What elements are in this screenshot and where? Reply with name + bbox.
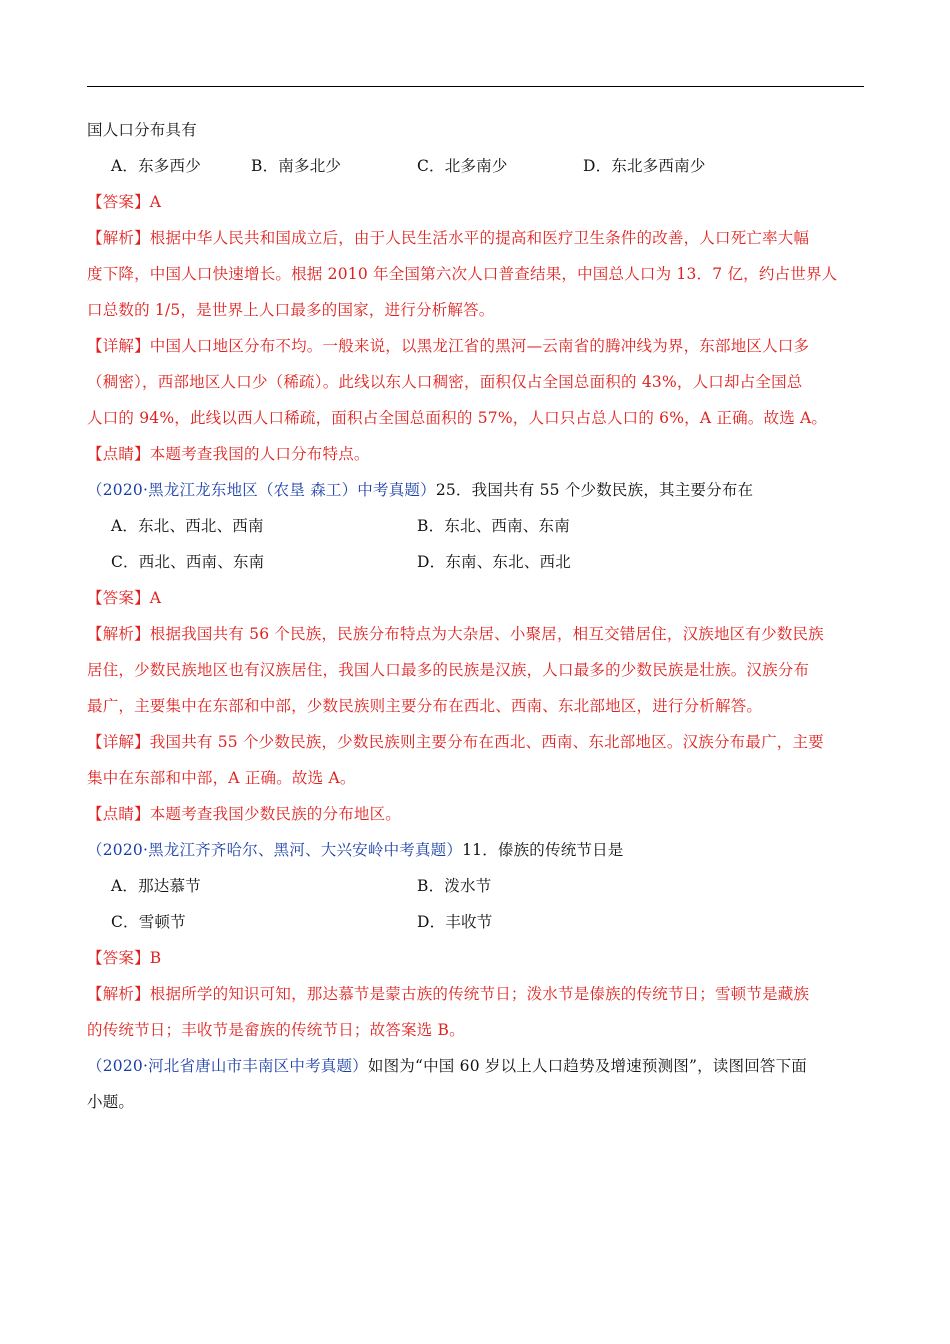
q25-stem: 25．我国共有 55 个少数民族，其主要分布在	[435, 481, 754, 499]
q11-options-row-2	[87, 904, 864, 940]
q11-source: （2020·黑龙江齐齐哈尔、黑河、大兴安岭中考真题）	[87, 841, 463, 859]
next-question-header	[87, 1048, 864, 1084]
q25-option-c: C．西北、西南、东南	[111, 553, 265, 571]
q25-option-a: A．东北、西北、西南	[111, 517, 264, 535]
q24-option-d: D．东北多西南少	[583, 157, 706, 175]
q24-option-b: B．南多北少	[251, 157, 342, 175]
q24-option-a: A．东多西少	[111, 157, 201, 175]
q25-analysis-line: 居住，少数民族地区也有汉族居住，我国人口最多的民族是汉族，人口最多的少数民族是壮族。汉族分布	[87, 661, 810, 679]
q24-detail-line: （稠密），西部地区人口少（稀疏）。此线以东人口稠密，面积仅占全国总面积的 43%，人口却占全国总	[87, 373, 803, 391]
q24-option-c: C．北多南少	[417, 157, 508, 175]
q25-option-d: D．东南、东北、西北	[417, 553, 571, 571]
q11-answer: 【答案】B	[87, 949, 162, 967]
q24-stem-tail: 国人口分布具有	[87, 121, 197, 139]
q24-answer: 【答案】A	[87, 193, 162, 211]
q25-source: （2020·黑龙江龙东地区（农垦 森工）中考真题）	[87, 481, 436, 499]
next-question-stem: 如图为“中国 60 岁以上人口趋势及增速预测图”，读图回答下面	[367, 1057, 808, 1075]
q25-header	[87, 472, 864, 508]
q11-header	[87, 832, 864, 868]
q25-answer: 【答案】A	[87, 589, 162, 607]
q11-options-row-1	[87, 868, 864, 904]
q11-analysis-line: 的传统节日；丰收节是畲族的传统节日；故答案选 B。	[87, 1021, 465, 1039]
q25-analysis-line: 最广，主要集中在东部和中部，少数民族则主要分布在西北、西南、东北部地区，进行分析解答。	[87, 697, 763, 715]
q25-options-row-1	[87, 508, 864, 544]
header-rule	[87, 86, 864, 87]
q25-options-row-2	[87, 544, 864, 580]
q24-note: 【点睛】本题考查我国的人口分布特点。	[87, 445, 370, 463]
q11-option-b: B．泼水节	[417, 877, 492, 895]
q24-detail-line: 【详解】中国人口地区分布不均。一般来说，以黑龙江省的黑河—云南省的腾冲线为界，东部地区人口多	[87, 337, 810, 355]
q24-options	[87, 148, 864, 184]
q11-option-d: D．丰收节	[417, 913, 493, 931]
q25-note: 【点睛】本题考查我国少数民族的分布地区。	[87, 805, 402, 823]
document-body	[87, 112, 864, 1120]
next-question-source: （2020·河北省唐山市丰南区中考真题）	[87, 1057, 368, 1075]
q11-analysis-line: 【解析】根据所学的知识可知，那达慕节是蒙古族的传统节日；泼水节是傣族的传统节日；雪顿节是藏族	[87, 985, 810, 1003]
q24-analysis-line: 度下降，中国人口快速增长。根据 2010 年全国第六次人口普查结果，中国总人口为 13．7 亿，约占世界人	[87, 265, 838, 283]
q25-option-b: B．东北、西南、东南	[417, 517, 570, 535]
q24-analysis-line: 【解析】根据中华人民共和国成立后，由于人民生活水平的提高和医疗卫生条件的改善，人口死亡率大幅	[87, 229, 810, 247]
q11-option-a: A．那达慕节	[111, 877, 201, 895]
q24-analysis-line: 口总数的 1/5，是世界上人口最多的国家，进行分析解答。	[87, 301, 495, 319]
q11-stem: 11．傣族的传统节日是	[462, 841, 624, 859]
q24-detail-line: 人口的 94%，此线以西人口稀疏，面积占全国总面积的 57%，人口只占总人口的 6%，A 正确。故选 A。	[87, 409, 828, 427]
q25-detail-line: 【详解】我国共有 55 个少数民族，少数民族则主要分布在西北、西南、东北部地区。汉族分布最广，主要	[87, 733, 824, 751]
q11-option-c: C．雪顿节	[111, 913, 186, 931]
q25-detail-line: 集中在东部和中部，A 正确。故选 A。	[87, 769, 356, 787]
next-question-stem-cont: 小题。	[87, 1093, 135, 1111]
q25-analysis-line: 【解析】根据我国共有 56 个民族，民族分布特点为大杂居、小聚居，相互交错居住，汉族地区有少数民族	[87, 625, 824, 643]
